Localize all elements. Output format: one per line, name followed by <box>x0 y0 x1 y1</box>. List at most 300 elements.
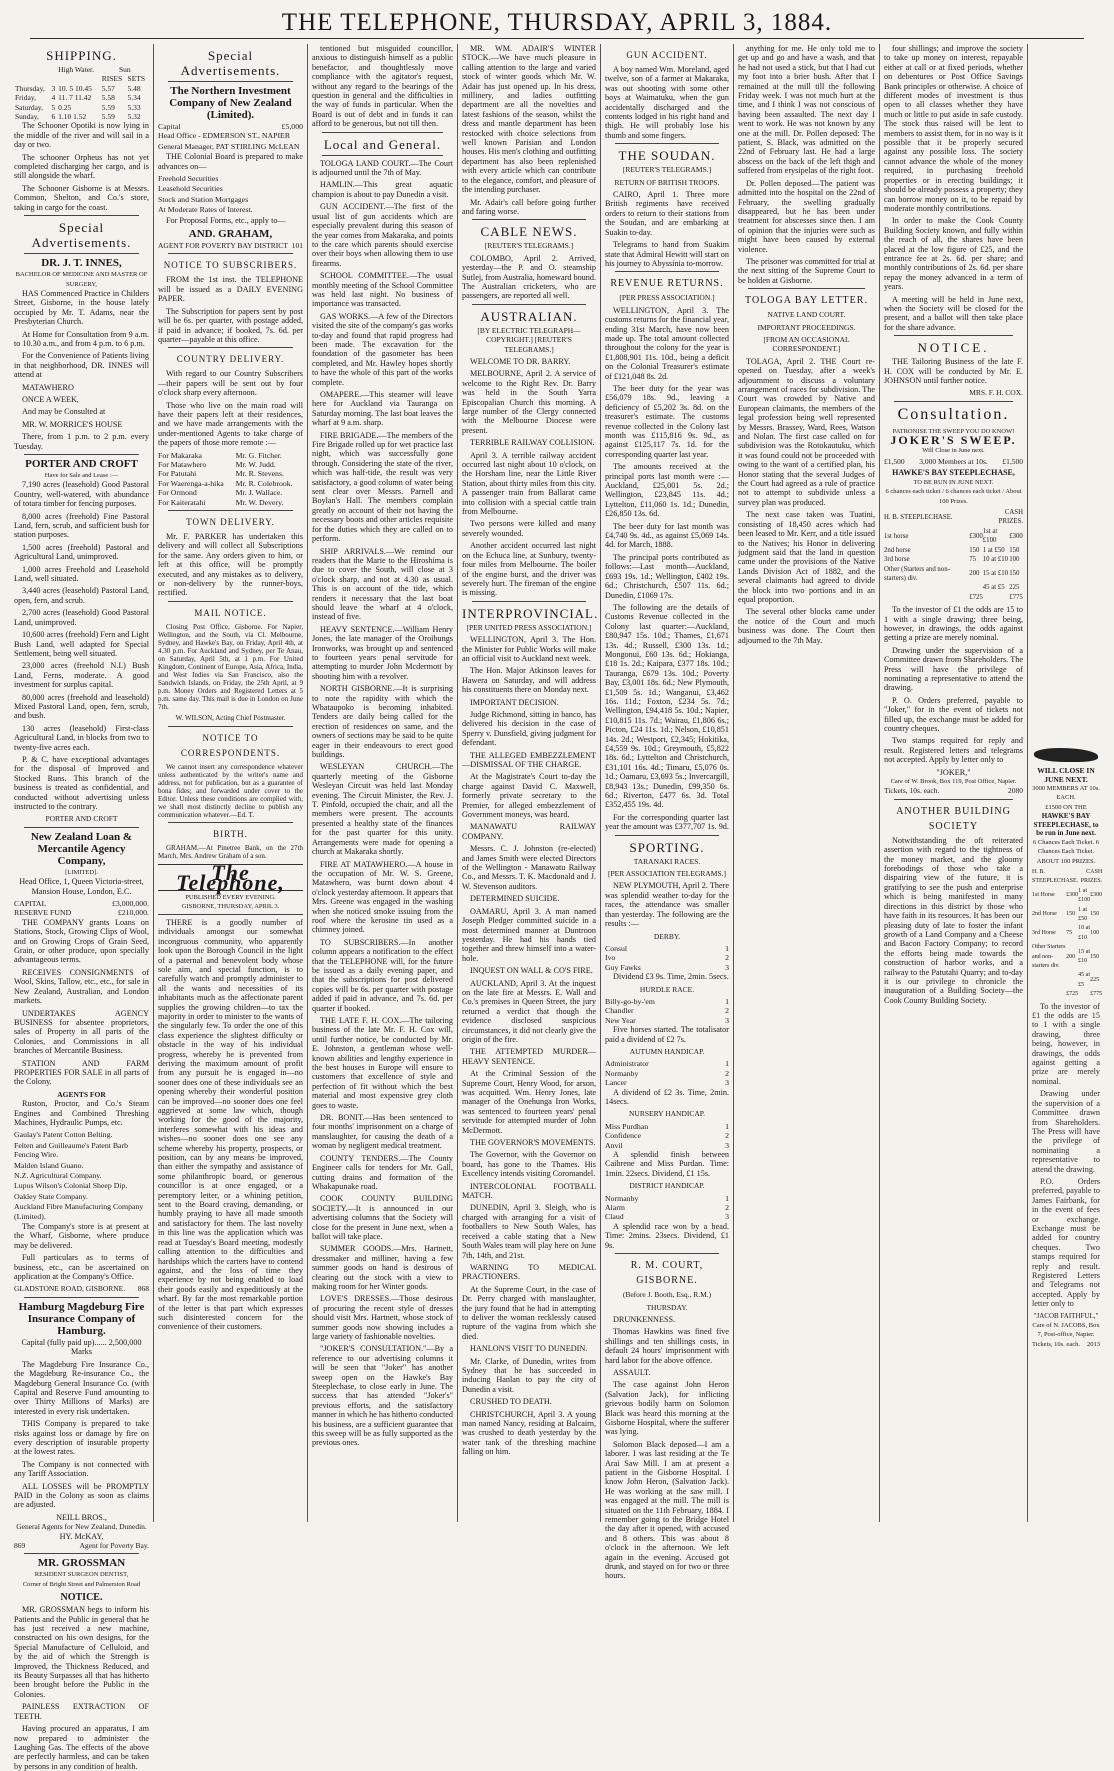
joker-chances: 6 chances each ticket / 6 chances each ticket / About 100 Prizes. <box>885 488 1022 505</box>
race-name: AUTUMN HANDICAP. <box>629 1046 705 1056</box>
capital-value: £3,000,000. <box>111 899 149 909</box>
prize-cell: 1st Horse <box>1032 892 1055 899</box>
hamburg-paragraph: ALL LOSSES will be PROMPTLY PAID in the Colony as soon as claims are adjusted. <box>14 1481 149 1510</box>
prize-cell: 1 at £100 <box>1078 887 1091 904</box>
prize-cell: 1 at £50 <box>1078 906 1088 922</box>
innes-paragraph: MATAWHERO <box>22 382 74 392</box>
agency-item: Lupus Wilson's Colonial Sheep Dip. <box>14 1181 128 1191</box>
local-item: COOK COUNTY BUILDING SOCIETY.—It is announced in our advertising columns that the Society will close for the present in June next, when a ballot will take place. <box>312 1194 453 1241</box>
aus-item: WELCOME TO DR. BARRY. <box>470 356 571 366</box>
porter-item: 1,500 acres (freehold) Pastoral and Agricultural Land, unimproved. <box>14 542 149 562</box>
prize-cell: 225 <box>1090 977 1100 984</box>
c8-prize-head-r: CASH PRIZES. <box>1080 868 1103 885</box>
horse-name: Consul <box>605 943 628 953</box>
gun-heading: GUN ACCIDENT. <box>626 50 708 60</box>
race-horse-row <box>605 1194 729 1203</box>
porter-sub: Have for Sale and Lease :— <box>44 472 119 479</box>
horse-name: Miss Purdhan <box>605 1121 649 1131</box>
paper-sub: PUBLISHED EVERY EVENING. <box>185 894 276 902</box>
agent-row <box>158 469 303 478</box>
soudan-heading: THE SOUDAN. <box>618 148 716 164</box>
horse-name: Alarm <box>605 1203 625 1213</box>
tide-cell: 5.59 <box>101 112 115 122</box>
agents-text: Ruston, Proctor, and Co.'s Steam Engines and Combined Threshing Machines, Hydraulic Pumps, etc. <box>14 1099 149 1127</box>
prize-cell <box>1066 971 1078 990</box>
joker-prize-head-r: CASH PRIZES. <box>998 509 1023 526</box>
nz-loan-particulars: Full particulars as to terms of business, etc., can be ascertained on application at the Company's Office. <box>14 1253 149 1282</box>
joker-prize-head-l: H. B. STEEPLECHASE. <box>884 513 953 521</box>
local-item: HAMLIN.—This great aquatic champion is about to pay Dunedin a visit. <box>312 180 453 199</box>
agent-row <box>158 498 303 507</box>
agency-item: Felten and Guilleaume's Patent Barb Fencing Wire. <box>14 1140 128 1160</box>
rm-paragraph: ASSAULT. <box>613 1367 651 1377</box>
horse-place: 1 <box>725 943 729 953</box>
aus-item: Another accident occurred last night on the Echuca line, at Sunbury, twenty-four miles from Melbourne. The boiler of the engine burst, and the driver was severely hurt. The fireman of the engine is missing. <box>462 541 596 598</box>
prize-row <box>1032 971 1102 990</box>
c8-close-prize: £1500 ON THE <box>1045 803 1087 811</box>
birth-heading: BIRTH. <box>213 829 248 840</box>
editorial-paragraph: THERE is a goodly number of individuals amongst our somewhat incongruous community, who apparently look upon the Borough Council in the light of a paternal and benevolent body whose sole aim, and special function, is to carefully watch and promptly administer to all the wants and necessities of its inhabitants much as the affectionate parent supplies the growing children—to tax the majority in order to minister to the wants of the singularly few. To order the one of this class experience the slightest difficulty or obstacle in the way of his individual progress, whereby he is prevented from deriving the maximum amount of profit from any pursuit he is engaged in—no sooner does one of these individuals see an opening whereby their wonderful position can be improved—no sooner does one feel aggrieved at some law which, though working for the good of the majority, interferes somewhat with his ideas and wishes—no sooner does one see any scheme whereby his property, prospects, or position, can by any means be improved, than either the sympathy and assistance of some philanthropic board, or generous councillor is at once engaged, or a peremptory letter, or a whining petition, sent to the Board craving, demanding, or humbly praying to have all made smooth and satisfactory for them. The last novelty in this line was the application which was read at Tuesday's Board meeting, modestly calling attention to the difficulties and hardships which the carters have to contend against, and the loss of time they experience by not being enabled to load their goods easily and expeditiously at the wharf. By far the most remarkable portion of the letter is that part which expresses such disinterested concern for the convenience of their customers. <box>158 917 303 1332</box>
innes-paragraph: MR. W. MORRICE'S HOUSE <box>22 419 123 429</box>
porter-item: 130 acres (leasehold) First-class Agricultural Land, in blocks from two to twenty-five acres each. <box>14 723 149 752</box>
tide-cell: Saturday, <box>15 102 44 112</box>
col4-paragraph: Mr. Adair's call before going further and faring worse. <box>462 197 596 216</box>
agent-row <box>158 479 303 488</box>
revenue-paragraph: WELLINGTON, April 3. The customs returns for the financial year, ending 31st March, have now been made up. The total amount collected throughout the colony for the year is £1,808,901 11s. 10d., being a deficit on the Colonial Treasurer's estimate of £121,048 8s. 2d. <box>605 305 729 381</box>
race-horse-row <box>605 1059 729 1068</box>
local-item: TOLOGA LAND COURT.—The Court is adjourned until the 7th of May. <box>312 158 453 178</box>
race-name: DERBY. <box>653 931 681 941</box>
nzic-name: The Northern Investment Company of New Zealand (Limited). <box>169 85 292 121</box>
local-item: TO SUBSCRIBERS.—In another column appears a notification to the effect that the TELEPHONE will, for the future be issued as a daily evening paper, and that the subscriptions for post delivered copies will be 6s. per quarter with postage added if paid in advance, and 7s. 6d. per quarter if booked. <box>312 937 453 1013</box>
column-1 <box>10 44 154 1771</box>
joker-prize-table <box>884 508 1023 602</box>
innes-title: BACHELOR OF MEDICINE AND MASTER OF SURGERY, <box>15 271 148 288</box>
tide-cell: 5.32 <box>127 112 141 122</box>
nzic-item: At Moderate Rates of Interest. <box>158 205 253 215</box>
innes-paragraph: At Home for Consultation from 9 a.m. to 10.30 a.m., and from 4 p.m. to 6 p.m. <box>14 329 149 348</box>
prize-row <box>1032 924 1102 943</box>
tide-sub-rises: RISES <box>101 74 123 84</box>
porter-item: 2,700 acres (leasehold) Good Pastoral Land, unimproved. <box>14 608 149 627</box>
sporting-sub2: [PER ASSOCIATION TELEGRAMS.] <box>608 869 726 879</box>
gun-text: A boy named Wm. Moreland, aged twelve, son of a farmer at Makaraka, was out shooting with some other boys at Waimatuku, when the gun accidentally discharged and the contents lodged in his right hand and thigh. He will probably lose his thumb and some fingers. <box>605 65 729 140</box>
prize-cell: £725 <box>969 593 983 601</box>
prize-cell <box>884 593 969 602</box>
prize-cell: 150 <box>1090 911 1100 918</box>
prize-cell: 200 <box>1066 953 1076 960</box>
inter-item: DUNEDIN, April 3. Sleigh, who is charged with arranging for a visit of footballers to New South Wales, has received a cable stating that a New South Wales team will play here on June 7th, 14th, and 21st. <box>462 1203 596 1260</box>
tide-cell: 11. 7 11.42 <box>58 93 92 103</box>
nzic-office: Head Office - EDMERSON ST., NAPIER <box>158 131 291 141</box>
innes-paragraph: And may be Consulted at <box>22 407 106 417</box>
nz-loan-store: The Company's store is at present at the Wharf, Gisborne, where produce may be delivered. <box>14 1222 149 1250</box>
innes-name: DR. J. T. INNES, <box>41 257 122 270</box>
race-note: Five horses started. The totalisator paid a dividend of £2 7s. <box>605 1025 729 1044</box>
joker-addr: Care of W. Brook, Box 119, Post Office, Napier. <box>890 778 1017 786</box>
prize-row <box>884 527 1023 546</box>
rm-sub: (Before J. Booth, Esq., R.M.) <box>622 1290 712 1300</box>
horse-name: Claud <box>605 1212 624 1222</box>
prize-cell: £300 <box>1090 892 1103 899</box>
inter-item: At the Supreme Court, in the case of Dr. Perry charged with manslaughter, the jury found that he had in attempting to deliver the woman recklessly caused rupture of the vagina from which she died. <box>462 1284 596 1341</box>
tide-cell: 4 <box>51 93 56 103</box>
prize-cell: 150 <box>1066 911 1076 918</box>
nz-loan-paragraph: THE COMPANY grants Loans on Stations, Stock, Growing Clips of Wool, and on Growing Crops of Grain Seed, Grain, or other produce, upon specially advantageous terms. <box>14 917 149 965</box>
tolaga-heading: TOLOGA BAY LETTER. <box>745 295 868 307</box>
prize-cell: 1st at £100 <box>982 527 998 545</box>
aus-item: TERRIBLE RAILWAY COLLISION. <box>470 438 595 448</box>
c8-tickets: Tickets, 10s. each. <box>1032 1340 1080 1348</box>
horse-place: 3 <box>725 962 729 972</box>
race-horse-row <box>605 1212 729 1221</box>
porter-item: 80,000 acres (freehold and leasehold) Mixed Pastoral Land, open, fern, scrub, and bush. <box>14 692 149 721</box>
tide-cell: 10. 5 10.45 <box>58 83 92 93</box>
tolaga-paragraph: The several other blocks came under the notice of the Court and much business was done. The Court then adjourned to the 7th May. <box>738 607 875 645</box>
local-item: COUNTY TENDERS.—The County Engineer calls for tenders for Mr. Gall, cutting drains and formation of the Whakapunake road. <box>312 1153 453 1191</box>
race-horse-row <box>605 1016 729 1025</box>
horse-place: 2 <box>725 1006 729 1016</box>
local-item: LOVE'S DRESSES.—Those desirous of procuring the recent style of dresses should visit Mrs. Hartnett, whose stock of summer goods now showing includes a large variety of fashionable novelties. <box>312 1294 453 1341</box>
nzic-capital-value: £5,000 <box>281 122 303 131</box>
birth-text: GRAHAM.—At Pinetree Bank, on the 27th March, Mrs. Andrew Graham of a son. <box>158 844 303 861</box>
local-item: FIRE BRIGADE.—The members of the Fire Brigade rolled up for wet practice last night, which was successfully gone through. Considering the state of the river, which was half-tide, the result was very satisfactory, a good column of water being sent clear over Messrs. Parnell and Boylan's Hall. The members complain greatly on account of their not having the necessary boots and other articles requisite for the duties which they are called on to perform. <box>312 430 453 544</box>
race-results <box>605 1194 729 1222</box>
race-note: Dividend £3 9s. Time, 2min. 5secs. <box>613 972 729 982</box>
nzic-manager: General Manager, PAT STIRLING McLEAN <box>158 141 300 151</box>
sporting-intro: NEW PLYMOUTH, April 2. There was splendid weather to-day for the races, the attendance was smaller than yesterday. The following are the results :— <box>605 881 729 929</box>
prize-cell <box>969 583 983 592</box>
prize-cell: 150 <box>969 546 980 554</box>
porter-footer: PORTER AND CROFT <box>45 814 118 824</box>
soudan-paragraph: CAIRO, April 1. Three more British regiments have received orders to return to their stations from the Soudan, and are embarking at Suakin to-day. <box>605 190 729 237</box>
shipping-heading: SHIPPING. <box>46 48 117 63</box>
local-heading: Local and General. <box>323 136 442 152</box>
subs-paragraph: FROM the 1st inst. the TELEPHONE will be issued as a DAILY EVENING PAPER. <box>158 275 303 304</box>
prize-cell: 3rd horse <box>884 556 910 564</box>
capital-table <box>14 899 149 918</box>
joker-race: HAWKE'S BAY STEEPLECHASE, <box>892 468 1015 478</box>
c8-paragraph: To the investor of £1 the odds are 15 to 1 with a single drawing, three being, however, in drawings, the odds against getting a prize are merely nominal. <box>1032 1001 1100 1086</box>
porter-item: 8,000 acres (freehold) Fine Pastoral Land, fern, scrub, and sufficient bush for station purposes. <box>14 511 149 540</box>
race-horse-row <box>605 1122 729 1131</box>
horse-name: Administrator <box>605 1059 649 1069</box>
prize-cell: 2nd horse <box>884 546 911 554</box>
country-heading: COUNTRY DELIVERY. <box>176 354 285 365</box>
editorial-paragraph: tentioned but misguided councillor, anxious to distinguish himself as a public benefactor, and thoughtlessly move compliance with the agitator's request, without any regard to the bearings of the question in general and the difficulties in the way of funds in particular. When the Board is out of debt and in funds it can afford to be generous, but not till then. <box>312 44 453 129</box>
porter-text: P. & C. have exceptional advantages for the disposal of Improved and Stocked Runs. This branch of the business is treated as confidential, and conducted without advertising unless instructed to the contrary. <box>14 754 149 811</box>
horse-place: 2 <box>725 1131 729 1141</box>
graham-sub: AGENT FOR POVERTY BAY DISTRICT <box>158 241 288 251</box>
tolaga-sub2: IMPORTANT PROCEEDINGS. <box>757 322 856 332</box>
prize-cell: 45 at £5 <box>982 584 1005 592</box>
inter-item: Messrs. C. J. Johnston (re-elected) and James Smith were elected Directors of the Wellington - Manawatu Railway Co., and Messrs. T. K. Macdonald and J. W. Stevenson auditors. <box>462 844 596 891</box>
hamburg-name: Hamburg Magdeburg Fire Insurance Company of Hamburg. <box>18 1300 145 1337</box>
abs-heading: ANOTHER BUILDING SOCIETY <box>896 805 1011 832</box>
horse-name: Billy-go-by-'em <box>605 996 655 1006</box>
prize-cell <box>1032 971 1066 990</box>
prize-cell: £300 <box>1009 532 1023 540</box>
horse-place: 1 <box>725 1059 729 1069</box>
reserve-value: £210,000. <box>117 908 149 918</box>
notice-heading: NOTICE. <box>917 340 990 356</box>
paper-date: GISBORNE, THURSDAY, APRIL 3. <box>158 902 303 914</box>
capital-label: CAPITAL <box>14 899 47 909</box>
graham-name: AND. GRAHAM, <box>188 228 273 241</box>
c8-addr: Care of N. JACOBS, Box 7, Post-office, Napier. <box>1032 1322 1100 1339</box>
local-item: NORTH GISBORNE.—It is surprising to note the rapidity with which the Whataupoko is becoming inhabited. Tenders are daily being called for the erection of residences on same, and the owners of sections may be said to be quite eager in their endeavours to erect good buildings. <box>312 684 453 760</box>
horse-place: 2 <box>725 953 729 963</box>
porter-item: 23,000 acres (freehold N.I.) Bush Land, Ferns, moderate. A good investment for surplus capital. <box>14 661 149 690</box>
agent-row <box>158 460 303 469</box>
race-results <box>605 997 729 1025</box>
nzic-capital-label: Capital <box>158 122 181 131</box>
local-item: THE LATE F. H. COX.—The tailoring business of the late Mr. F. H. Cox will, until further notice, be conducted by Mr. E. Johnston, a gentleman whose well-known abilities and lengthy experience in the best houses in Europe will ensure to customers that excellence of style and perfection of fit without which the best material and most expensive grey cloth goes to waste. <box>312 1016 453 1110</box>
tide-head-sun: Sun <box>119 65 131 74</box>
inter-item: The Hon. Major Atkinson leaves for Hawera on Saturday, and will address his constituents there on Monday next. <box>462 666 596 695</box>
prize-cell: 100 <box>1009 556 1020 564</box>
tide-cell: 6 <box>51 112 56 122</box>
town-text: Mr. F. PARKER has undertaken this delivery and will collect all Subscriptions for the same. Any orders given to him, or left at this office, will be promptly executed, and any mistakes as to delivery, or non-delivery by the runner-boys, rectified. <box>158 532 303 598</box>
prize-cell: 2nd Horse <box>1032 911 1057 918</box>
race-horse-row <box>605 997 729 1006</box>
col6-paragraph: anything for me. He only told me to get up and go and have a wash, and that he had not used a stick, but that I had cut my foot into a brier bush. After that I remained at the mill till the following Friday week. I was not much hurt at the time, and I think I was not conscious of having been assaulted. The next day I went to work. He was not known by any one at the mill. Dr. Pollen deposed: The patient, S. Black, was admitted on the 22nd of February last. He had a large abscess on the back of the left thigh and suffered from erysipelas of the right foot. <box>738 44 875 176</box>
horse-name: Ivo <box>605 953 616 963</box>
revenue-heading: REVENUE RETURNS. <box>610 278 724 290</box>
consult-sub: PATRONISE THE SWEEP YOU DO KNOW! <box>892 427 1015 435</box>
joker-prize-right: £1,500 <box>1002 457 1023 467</box>
prize-row <box>884 546 1023 555</box>
subs-paragraph: The Subscription for papers sent by post will be 6s. per quarter, with postage added, if paid in advance; if booked, 7s. 6d. per quarter—payable at this office. <box>158 306 303 344</box>
race-horse-row <box>605 944 729 953</box>
horse-place: 1 <box>725 996 729 1006</box>
nz-loan-paragraph: UNDERTAKES AGENCY BUSINESS for absentee proprietors, sales of Property in all parts of the Colonies, and Commissions in all branches of Mercantile Business. <box>14 1008 149 1056</box>
rm-paragraph: Solomon Black deposed—I am a laborer. I was last residing at the Te Arai Saw Mill. I am at present a patient in the Gisborne Hospital. I know John Heron, (Salvation Jack). He was working at the saw mill. I was engaged at the mill. The mill is situated on the 11th February, 1884. I remember going to the Bridge Hotel the day after it opened, with accused and 8 others. This was about 8 o'clock in the afternoon. We left again in the evening. Accused got drunk, and stayed on for two or three hours. <box>605 1439 729 1581</box>
tide-table <box>14 65 149 121</box>
prize-cell: Other Starters and non-starters div. <box>1032 944 1066 969</box>
grossman-sub: RESIDENT SURGEON DENTIST, <box>34 1571 129 1579</box>
nz-loan-sub: [LIMITED]. <box>65 868 98 876</box>
race-horse-row <box>605 1131 729 1140</box>
prize-cell: 100 <box>1090 930 1100 937</box>
horse-place: 2 <box>725 1068 729 1078</box>
agency-item: Gaulay's Patent Cotton Belting. <box>14 1130 113 1140</box>
race-note: A splendid race won by a head. Time: 2mins. 23secs. Dividend, £1 9s. <box>605 1221 729 1250</box>
joker-race-sub: TO BE RUN IN JUNE NEXT. <box>913 478 994 486</box>
horse-place: 3 <box>725 1078 729 1088</box>
prize-cell <box>1078 990 1090 999</box>
agent-row <box>158 451 303 460</box>
tide-cell: Friday, <box>15 93 36 103</box>
tide-cell: 5.34 <box>127 93 141 103</box>
revenue-paragraph: The beer duty for last month was £4,740 9s. 4d., as against £5,069 14s. 4d. for March, 1888. <box>605 521 729 550</box>
revenue-paragraph: For the corresponding quarter last year the amount was £377,707 1s. 9d. <box>605 812 729 832</box>
joker-tickets: Tickets, 10s. each. <box>884 786 940 796</box>
hamburg-paragraph: The Magdeburg Fire Insurance Co., the Magdeburg Re-insurance Co., the Magdeburg General Insurance Co. (with Capital and Reserve Fund amounting to over Thirty Millions of Marks) are interested in every risk undertaken. <box>14 1359 149 1416</box>
hamburg-paragraph: THIS Company is prepared to take risks against loss or damage by fire on every description of insurable property at the lowest rates. <box>14 1419 149 1457</box>
race-results <box>605 1059 729 1087</box>
column-8 <box>1028 44 1104 1522</box>
local-item: GUN ACCIDENT.—The first of the usual list of gun accidents which are especially prevalent during this season of the year comes from Makaraka, and points to the care which parents should exercise over their boys when allowing them to use firearms. <box>312 202 453 268</box>
innes-paragraph: ONCE A WEEK, <box>22 394 79 404</box>
innes-paragraph: There, from 1 p.m. to 2 p.m. every Tuesday. <box>14 432 149 451</box>
rm-paragraph: DRUNKENNESS. <box>613 1314 676 1324</box>
country-paragraph: With regard to our Country Subscribers—their papers will be sent out by four o'clock sharp every afternoon. <box>158 369 303 398</box>
sporting-heading: SPORTING. <box>629 839 705 855</box>
inter-item: THE ALLEGED EMBEZZLEMENT—DISMISSAL OF THE CHARGE. <box>462 750 596 769</box>
horse-name: Lancer <box>605 1078 627 1088</box>
c8-prize-head-l: H. B. STEEPLECHASE. <box>1032 868 1079 885</box>
nzic-item: Freehold Securities <box>158 174 219 184</box>
horse-name: Normanby <box>605 1068 639 1078</box>
horse-name: Guy Fawks <box>605 962 641 972</box>
c8-chances: 6 Chances Each Ticket. 6 Chances Each Ticket. ABOUT 100 PRIZES. <box>1033 838 1099 865</box>
prize-cell: 75 <box>969 556 976 564</box>
horse-place: 3 <box>725 1015 729 1025</box>
horse-engraving-icon <box>1034 748 1098 762</box>
tide-cell: 1.10 1.52 <box>58 112 87 122</box>
inter-heading: INTERPROVINCIAL. <box>462 605 599 621</box>
special-ads-heading: Special Advertisements. <box>31 220 132 251</box>
consult-heading: Consultation. <box>897 405 1010 423</box>
inter-item: WELLINGTON, April 3. The Hon. the Minister for Public Works will make an official visit to Auckland next week. <box>462 635 596 663</box>
local-item: SCHOOL COMMITTEE.—The usual monthly meeting of the School Committee was held last night. No business of importance was transacted. <box>312 271 453 309</box>
local-item: GAS WORKS.—A few of the Directors visited the site of the company's gas works to-day and found that rapid progress had been made. The excavation for the foundation of the gasometer has been completed, and Mr. Hawley hopes shortly to have the whole of this part of the works complete. <box>312 311 453 387</box>
race-horse-row <box>605 1141 729 1150</box>
race-horse-row <box>605 1203 729 1212</box>
horse-place: 2 <box>725 1203 729 1213</box>
grossman-name: MR. GROSSMAN <box>37 1557 126 1570</box>
prize-cell: 3rd Horse <box>1032 930 1056 937</box>
column-7 <box>880 44 1028 1522</box>
race-horse-row <box>605 1069 729 1078</box>
horse-name: Chandler <box>605 1006 634 1016</box>
race-horse-row <box>605 1006 729 1015</box>
revenue-paragraph: The principal ports contributed as follows:—Last month—Auckland, £693 19s. 1d.; Wellington, £402 19s. 6d.; Christchurch, £507 11s. 6d.; Dunedin, £1069 17s. <box>605 552 729 600</box>
inter-item: OAMARU, April 3. A man named Joseph Pledger committed suicide in a most determined manner at Duntroon yesterday. He had his hands tied together and threw himself into a water-hole. <box>462 906 596 963</box>
corr-text: We cannot insert any correspondence whatever unless authenticated by the writer's name and address, not for publication, but as a guarantee of bona fides; and forwarded under cover to the Editor. Unless these conditions are complied with, we shall most distinctly decline to publish any communication whatever.—Ed. T. <box>158 763 303 820</box>
tide-cell: 5.59 <box>101 102 115 112</box>
race-name: HURDLE RACE. <box>639 984 695 994</box>
inter-item: WARNING TO MEDICAL PRACTIONERS. <box>462 1262 596 1282</box>
porter-name: PORTER AND CROFT <box>25 458 138 470</box>
agency-item: Auckland Fibre Manufacturing Company (Limited). <box>14 1202 144 1221</box>
inter-item: IMPORTANT DECISION. <box>470 697 559 707</box>
tide-cell: 5.33 <box>127 102 141 112</box>
grossman-addr: Corner of Bright Street and Palmerston Road <box>22 1580 141 1588</box>
nz-loan-num: 868 <box>137 1284 149 1294</box>
joker-paragraph: P. O. Orders preferred, payable to "Joker," for in the event of tickets not filled up, the exchange must be added for country cheques. <box>884 695 1023 733</box>
race-horse-row <box>605 963 729 972</box>
prize-cell: 1st horse <box>884 532 909 540</box>
inter-item: INQUEST ON WALL & CO'S FIRE. <box>470 966 593 976</box>
agent-cell: For Matawhero <box>158 459 207 469</box>
joker-paragraph: Two stamps required for reply and result. Registered letters and telegrams not accepted. Apply by letter only to <box>884 736 1023 765</box>
inter-item: The Governor, with the Governor on board, has gone to the Thames. His Excellency intends visiting Coromandel. <box>462 1150 596 1179</box>
agents-table <box>158 451 303 507</box>
graham-num: 101 <box>291 241 303 251</box>
reserve-label: RESERVE FUND <box>14 908 72 918</box>
tide-cell: Thursday, <box>15 83 45 93</box>
inter-item: HANLON'S VISIT TO DUNEDIN. <box>470 1344 588 1354</box>
soudan-sub2: RETURN OF BRITISH TROOPS. <box>614 177 720 187</box>
agent-cell: Mr. G. Fitcher. <box>235 450 282 460</box>
rm-paragraph: The case against John Heron (Salvation Jack), for inflicting grievous bodily harm on Solomon Black was heard this morning at the Gisborne Hospital, where the sufferer was lying. <box>605 1380 729 1437</box>
agency-item: Malden Island Guano. <box>14 1160 84 1170</box>
local-item: OMAPERE.—This steamer will leave here for Auckland via Tauranga on Saturday morning. The last boat leaves the wharf at 9 a.m. sharp. <box>312 390 453 428</box>
local-item: DR. BONIT.—Has been sentenced to four months' imprisonment on a charge of manslaughter, for causing the death of a woman by negligent medical treatment. <box>312 1113 453 1151</box>
mail-text: Closing Post Office, Gisborne. For Napier, Wellington, and the South, via Cl. Melbourne, Sydney, and Hawke's Bay, on Friday, April 4th, at 4.30 p.m. For Auckland and Sydney, per Te Anau, on Saturday, April 5th, at 1 p.m. For United Kingdom, Continent of Europe, Asia, Africa, India, and West Indies via San Francisco, also the Sandwich Islands, on Friday, the 25th April, at 9 p.m. Money Orders and Registered Letters at 5 p.m. same day. This mail is due in London on June 7th. <box>158 622 303 711</box>
tide-cell: 5 <box>51 102 56 112</box>
prize-cell: 10 at £10 <box>982 556 1009 564</box>
cable-heading: CABLE NEWS. <box>480 224 578 240</box>
joker-line: Will Close in June next. <box>922 446 985 454</box>
shipping-paragraph: The Schooner Gisborne is at Messrs. Common, Shelton, and Co.'s store, taking in cargo for the coast. <box>14 183 149 212</box>
grossman-notice-head: NOTICE. <box>60 1592 103 1604</box>
joker-paragraph: Drawing under the supervision of a Committee drawn from Shareholders. The Press will have the privilege of nominating a representative to attend the drawing. <box>884 645 1023 693</box>
agent-cell: Mr. R. Stevens. <box>235 469 284 479</box>
prize-row <box>1032 887 1102 906</box>
horse-place: 1 <box>725 1121 729 1131</box>
agent-cell: For Patutahi <box>158 469 197 479</box>
tide-row <box>14 103 149 112</box>
porter-item: 1,000 acres Freehold and Leasehold Land, well situated. <box>14 564 149 584</box>
race-note: A dividend of £2 3s. Time, 2min. 14secs. <box>605 1087 729 1106</box>
aus-item: Two persons were killed and many severely wounded. <box>462 519 596 538</box>
agent-cell: Mr. R. Colebrook. <box>235 478 293 488</box>
joker-num: 2080 <box>1008 786 1023 796</box>
c8-paragraph: Drawing under the supervision of a Committee drawn from Shareholders. The Press will have the privilege of nominating a representative to attend the drawing. <box>1032 1089 1100 1174</box>
nzic-item: Stock and Station Mortgages <box>158 194 249 204</box>
town-heading: TOWN DELIVERY. <box>186 517 275 527</box>
grossman-paragraph: Having procured an apparatus, I am now prepared to administer the Laughing Gas. The effects of the above are perfectly harmless, and can be taken by persons in any condition of health. <box>14 1724 149 1771</box>
corr-heading: NOTICE TO CORRESPONDENTS. <box>180 733 281 759</box>
revenue-sub: [PER PRESS ASSOCIATION.] <box>619 293 715 303</box>
mail-sign: W. WILSON, Acting Chief Postmaster. <box>175 713 286 722</box>
tolaga-paragraph: The next case taken was Tuatini, consisting of 18,450 acres which had been leased to Mr. Kerr, and a title issued to the Natives; his Honor in delivering judgment said that the land in question came under the provisions of the Native Lands Division Act of 1882, and the several claimants had agreed to divide the block into two portions and in an equal proportion. <box>738 510 875 604</box>
tide-cell: 3 <box>51 83 56 93</box>
column-4 <box>458 44 601 1522</box>
agent-cell: Mr. J. Wallace. <box>235 488 283 498</box>
joker-prize-mid: 3,000 Members at 10s. <box>919 457 988 467</box>
nzic-item: Leasehold Securities <box>158 184 223 194</box>
prize-cell: £300 <box>1066 892 1079 899</box>
horse-name: Anvil <box>605 1140 623 1150</box>
c8-prize-table <box>1032 868 1102 1000</box>
nz-loan-name: New Zealand Loan & Mercantile Agency Company, <box>30 830 133 867</box>
local-item: FIRE AT MATAWHERO.—A house in the occupation of Mr. W. S. Greene, Matawhero, was burnt down about 4 o'clock yesterday afternoon. It appears that Mrs. Greene was engaged in the washing when she noticed smoke issuing from the roof where the kerosine tin used as a chimney joined. <box>312 859 453 935</box>
columns <box>10 44 1104 1771</box>
prize-cell: 15 at £10 <box>1078 948 1091 965</box>
prize-row <box>1032 990 1102 999</box>
tide-cell: 0.25 <box>58 102 72 112</box>
shipping-paragraph: The schooner Orpheus has not yet completed discharging her cargo, and is still alongside the wharf. <box>14 152 149 181</box>
agent-row <box>158 488 303 497</box>
horse-place: 1 <box>725 1193 729 1203</box>
col7-paragraph: In order to make the Cook County Building Society known, and fully within the reach of all, the shares have been placed at the low figure of £25, and the entrance fee at 2s. 6d. per share; and monthly contributions of 2s. 6d. per share repay the money advanced in a term of years. <box>884 216 1023 292</box>
nzic-proposal: For Proposal Forms, etc., apply to— <box>166 215 286 225</box>
c8-sign: "JACOB FAITHFUL," <box>1033 1311 1099 1320</box>
inter-item: AUCKLAND, April 3. At the inquest on the late fire at Messrs. E. Wall and Co.'s premises in Queen Street, the jury returned a verdict that though the evidence disclosed suspicious circumstances, it did not clearly give the origin of the fire. <box>462 978 596 1044</box>
col7-paragraph: four shillings; and improve the society to take up money on interest, repayable either at call or at fixed periods, whether on debentures or Post Office Savings Bank principles or otherwise. A choice of different modes of investment is thus open to all classes whether they have much or little to put aside in safe custody. The stock thus raised will be lent to members to assist them, for in no way is it possible that it be properly secured against any possible loss. The society cannot advance the whole of the money required, in purchasing freehold properties or in erecting buildings; it should be already possess a property; they can borrow money on it, to be repaid by moderate monthly contributions. <box>884 44 1023 213</box>
hamburg-agent: NEILL BROS., <box>56 1512 107 1522</box>
nzic-table <box>158 122 303 131</box>
prize-cell: £775 <box>1090 991 1103 998</box>
innes-paragraph: HAS Commenced Practice in Childers Street, Gisborne, in the house lately occupied by Mr. T. Adams, near the Presbyterian Church. <box>14 288 149 327</box>
race-name: DISTRICT HANDICAP. <box>629 1181 705 1191</box>
agent-cell: Mr. W. Devery. <box>235 497 284 507</box>
race-horse-row <box>605 1078 729 1087</box>
